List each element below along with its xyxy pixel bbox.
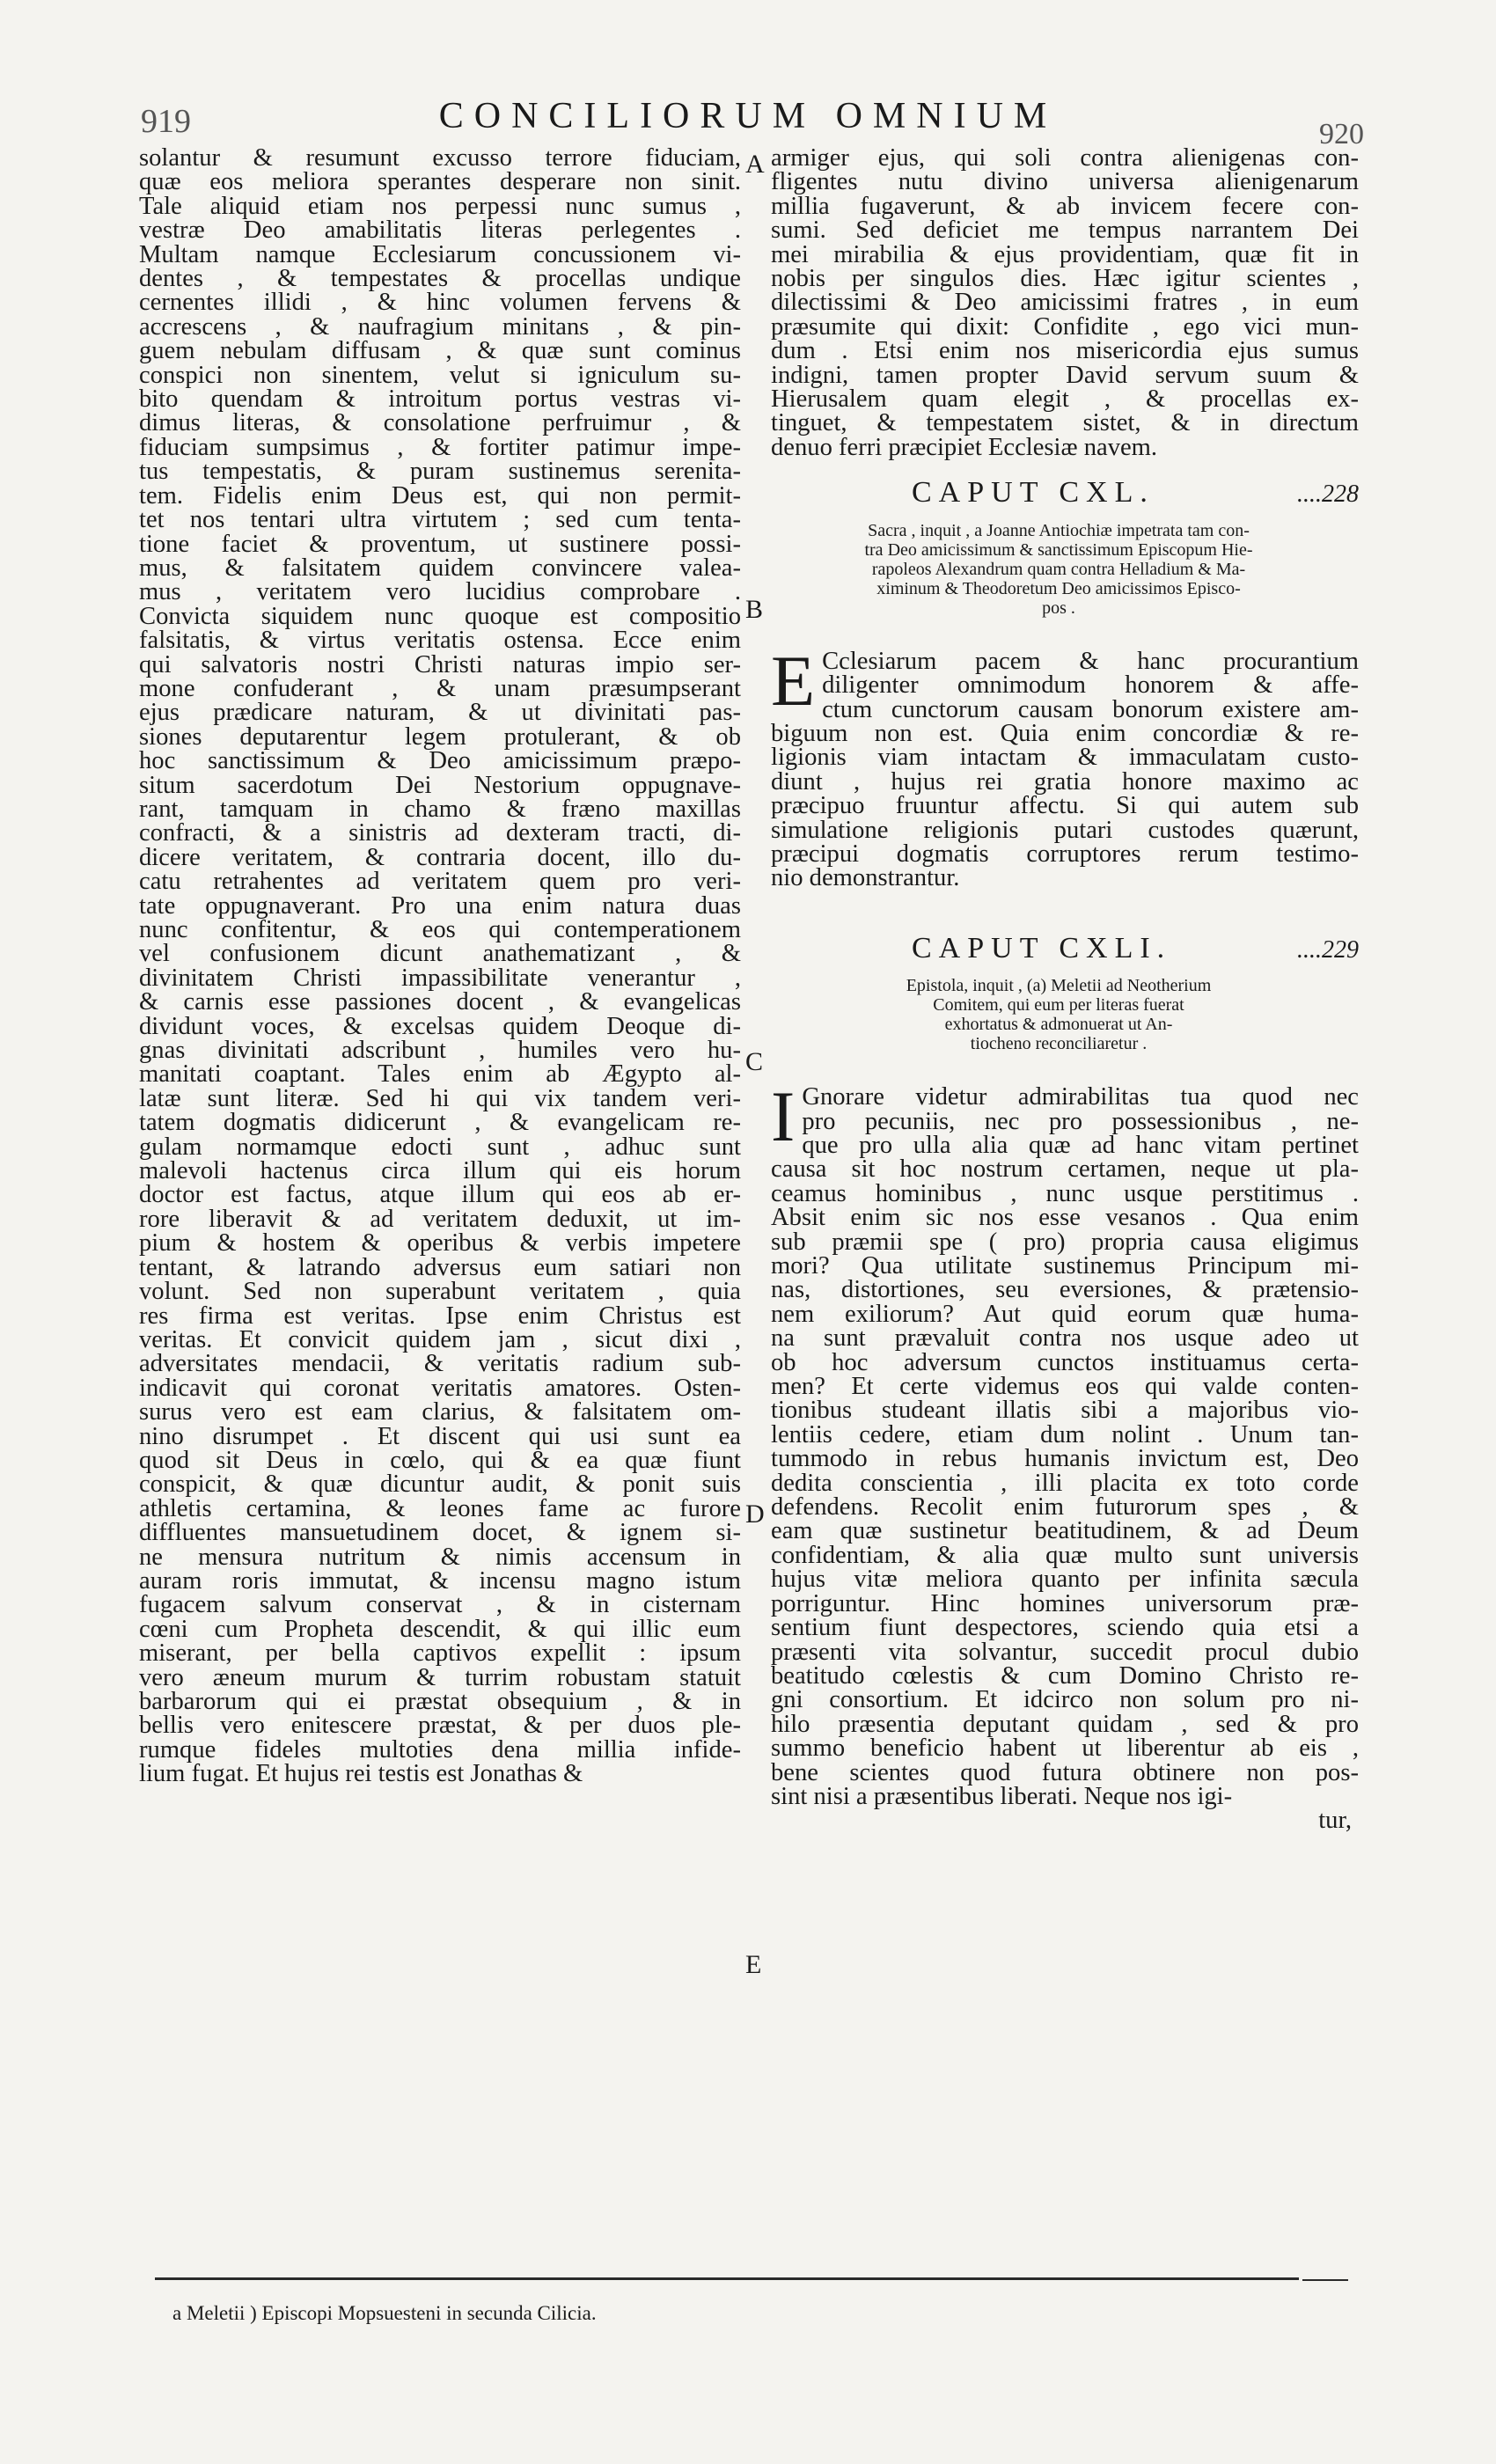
text-line: latæ sunt literæ. Sed hi qui vix tandem veri- bbox=[139, 1084, 741, 1112]
summary-line: ximinum & Theodoretum Deo amicissimos Episco- bbox=[876, 578, 1241, 598]
text-line: gni consortium. Et idcirco non solum pro ni- bbox=[771, 1686, 1359, 1714]
text-line: diunt , hujus rei gratia honore maximo ac bbox=[771, 767, 1359, 796]
summary-line: tiocheno reconciliaretur . bbox=[970, 1034, 1148, 1054]
text-line: siones deputarentur legem protulerant, & ob bbox=[139, 722, 741, 751]
text-line: nino disrumpet . Et discent qui usi sunt ea bbox=[139, 1422, 741, 1450]
text-line: dicere veritatem, & contraria docent, illo du- bbox=[139, 843, 741, 871]
text-line: solantur & resumunt excusso terrore fiduciam, bbox=[139, 144, 741, 172]
text-line: porriguntur. Hinc homines universorum præ- bbox=[771, 1589, 1359, 1617]
text-line: tentant, & latrando adversus eum satiari non bbox=[139, 1253, 741, 1281]
text-line: lium fugat. Et hujus rei testis est Jonathas & bbox=[139, 1760, 583, 1788]
text-line: adversitates mendacii, & veritatis radium sub- bbox=[139, 1350, 741, 1378]
text-line: dedita conscientia , illi placita ex toto corde bbox=[771, 1469, 1359, 1497]
text-line: vestræ Deo amabilitatis literas perlegentes . bbox=[139, 216, 741, 245]
text-line: tatem dogmatis didicerunt , & evangelicam re- bbox=[139, 1109, 741, 1137]
margin-marker-d: D bbox=[745, 1500, 765, 1529]
text-line: ligionis viam intactam & immaculatam custo- bbox=[771, 744, 1359, 772]
footnote-rule-extension bbox=[1302, 2279, 1348, 2281]
footnote: a Meletii ) Episcopi Mopsuesteni in secunda Cilicia. bbox=[172, 2302, 597, 2324]
text-line: pro pecuniis, nec pro possessionibus , ne- bbox=[802, 1107, 1359, 1135]
margin-marker-b: B bbox=[745, 595, 764, 624]
text-line: fugacem salvum conservat , & in cisternam bbox=[139, 1591, 741, 1619]
text-line: tus tempestatis, & puram sustinemus serenita- bbox=[139, 458, 741, 486]
text-line: rant, tamquam in chamo & fræno maxillas bbox=[139, 795, 741, 823]
text-line: fligentes nutu divino universa alienigenarum bbox=[771, 168, 1359, 196]
text-line: ceamus hominibus , nunc usque perstitimus . bbox=[771, 1179, 1359, 1207]
text-line: hilo præsentia deputant quidam , sed & pro bbox=[771, 1710, 1359, 1738]
text-line: qui salvatoris nostri Christi naturas impio ser- bbox=[139, 650, 741, 678]
text-line: Absit enim sic nos esse vesanos . Qua enim bbox=[771, 1204, 1359, 1232]
text-line: Gnorare videtur admirabilitas tua quod nec bbox=[802, 1083, 1359, 1111]
text-line: veritas. Et convicit quidem jam , sicut dixi , bbox=[139, 1325, 741, 1353]
text-line: athletis certamina, & leones fame ac furore bbox=[139, 1494, 741, 1522]
text-line: tem. Fidelis enim Deus est, qui non permit- bbox=[139, 481, 741, 510]
text-line: accrescens , & naufragium minitans , & pin- bbox=[139, 312, 741, 341]
margin-marker-e: E bbox=[745, 1950, 762, 1979]
text-line: Hierusalem quam elegit , & procellas ex- bbox=[771, 385, 1359, 414]
margin-marker-a: A bbox=[745, 150, 765, 179]
text-line: nobis per singulos dies. Hæc igitur scientes , bbox=[771, 265, 1359, 293]
text-line: gulam normamque edocti sunt , adhuc sunt bbox=[139, 1133, 741, 1161]
running-header bbox=[132, 95, 1364, 148]
text-line: men? Et certe videmus eos qui valde conten- bbox=[771, 1373, 1359, 1401]
chapter-summary-141 bbox=[771, 976, 1346, 1053]
text-line: miserant, per bella captivos expellit : ipsum bbox=[139, 1639, 741, 1668]
chapter-text-141 bbox=[771, 1076, 1359, 1810]
page-number-left: 919 bbox=[141, 103, 191, 140]
text-line: falsitatis, & virtus veritatis ostensa. Ecce enim bbox=[139, 627, 741, 655]
text-line: defendens. Recolit enim futurorum spes , & bbox=[771, 1493, 1359, 1522]
footnote-rule bbox=[155, 2277, 1299, 2280]
text-line: Convicta siquidem nunc quoque est compositio bbox=[139, 602, 741, 630]
text-line: simulatione religionis putari custodes quærunt, bbox=[771, 816, 1359, 844]
drop-cap-141: I bbox=[771, 1076, 796, 1157]
text-line: præsenti vita solvantur, succedit procul dubio bbox=[771, 1638, 1359, 1666]
chapter-title-140: CAPUT CXL. bbox=[912, 476, 1155, 510]
text-line: res firma est veritas. Ipse enim Christus est bbox=[139, 1302, 741, 1330]
margin-marker-c: C bbox=[745, 1047, 764, 1076]
text-line: bito quendam & introitum portus vestras vi- bbox=[139, 385, 741, 414]
text-line: doctor est factus, atque illum qui eos ab er- bbox=[139, 1181, 741, 1209]
text-line: mus, & falsitatem quidem convincere valea- bbox=[139, 554, 741, 582]
text-line: nunc confitentur, & eos qui contemperationem bbox=[139, 916, 741, 943]
text-line: cernentes illidi , & hinc volumen fervens & bbox=[139, 289, 741, 317]
text-line: denuo ferri præcipiet Ecclesiæ navem. bbox=[771, 433, 1158, 461]
catchword: tur, bbox=[1318, 1807, 1352, 1835]
text-line: summo beneficio habent ut liberentur ab eis , bbox=[771, 1734, 1359, 1763]
text-line: bene scientes quod futura obtinere non pos- bbox=[771, 1758, 1359, 1786]
text-line: fiduciam sumpsimus , & fortiter patimur impe- bbox=[139, 433, 741, 461]
text-line: mei mirabilia & ejus providentiam, quæ fit in bbox=[771, 240, 1359, 268]
text-line: tet nos tentari ultra virtutem ; sed cum tenta- bbox=[139, 506, 741, 534]
text-line: tione faciet & proventum, ut sustinere possi- bbox=[139, 530, 741, 558]
text-line: volunt. Sed non superabunt veritatem , quia bbox=[139, 1278, 741, 1306]
text-line: conspicit, & quæ dicuntur audit, & ponit suis bbox=[139, 1470, 741, 1499]
chapter-heading-140 bbox=[771, 476, 1359, 510]
chapter-heading-141 bbox=[771, 931, 1359, 964]
text-line: dilectissimi & Deo amicissimi fratres , in eum bbox=[771, 289, 1359, 317]
text-line: bellis vero enitescere præstat, & per duos ple- bbox=[139, 1712, 741, 1740]
text-line: sub præmii spe ( pro) propria causa eligimus bbox=[771, 1228, 1359, 1256]
text-line: confidentiam, & alia quæ multo sunt universis bbox=[771, 1541, 1359, 1569]
text-line: diligenter omnimodum honorem & affe- bbox=[822, 671, 1359, 700]
text-line: dimus literas, & consolatione perfruimur , & bbox=[139, 409, 741, 437]
text-line: dentes , & tempestates & procellas undique bbox=[139, 265, 741, 293]
text-line: tate oppugnaverant. Pro una enim natura duas bbox=[139, 891, 741, 920]
text-line: mori? Qua utilitate sustinemus Principum mi- bbox=[771, 1252, 1359, 1280]
text-line: diffluentes mansuetudinem docet, & ignem si- bbox=[139, 1519, 741, 1547]
left-column bbox=[139, 146, 741, 1786]
text-line: nas, distortiones, seu eversiones, & prætensio- bbox=[771, 1276, 1359, 1304]
text-line: Multam namque Ecclesiarum concussionem vi- bbox=[139, 240, 741, 268]
text-line: nio demonstrantur. bbox=[771, 864, 960, 892]
text-line: catu retrahentes ad veritatem quem pro veri- bbox=[139, 868, 741, 896]
text-line: vel confusionem dicunt anathematizant , & bbox=[139, 940, 741, 968]
text-line: guem nebulam diffusam , & quæ sunt cominus bbox=[139, 337, 741, 365]
text-line: divinitatem Christi impassibilitate venerantur , bbox=[139, 964, 741, 992]
text-line: & carnis esse passiones docent , & evangelicas bbox=[139, 988, 741, 1016]
text-line: dividunt voces, & excelsas quidem Deoque di- bbox=[139, 1012, 741, 1040]
text-line: armiger ejus, qui soli contra alienigenas con- bbox=[771, 144, 1359, 172]
text-line: præsumite qui dixit: Confidite , ego vici mun- bbox=[771, 312, 1359, 341]
text-line: ob hoc adversum cunctos instituamus certa- bbox=[771, 1348, 1359, 1376]
text-line: indicavit qui coronat veritatis amatores. Osten- bbox=[139, 1374, 741, 1402]
text-line: vero æneum murum & turrim robustam statuit bbox=[139, 1663, 741, 1691]
text-line: beatitudo cœlestis & cum Domino Christo re- bbox=[771, 1661, 1359, 1690]
text-line: situm sacerdotum Dei Nestorium oppugnave- bbox=[139, 771, 741, 799]
page-number-right: 920 bbox=[1319, 118, 1364, 150]
text-line: præcipui dogmatis corruptores rerum testimo- bbox=[771, 840, 1359, 868]
text-line: manitati coaptant. Tales enim ab Ægypto al- bbox=[139, 1060, 741, 1089]
chapter-ref-141: ....229 bbox=[1297, 935, 1359, 964]
text-line: auram roris immutat, & incensu magno istum bbox=[139, 1566, 741, 1595]
text-line: præcipuo fruuntur affectu. Si qui autem sub bbox=[771, 792, 1359, 820]
text-line: millia fugaverunt, & ab invicem fecere con- bbox=[771, 192, 1359, 220]
text-line: lentiis cedere, etiam dum nolint . Unum tan- bbox=[771, 1420, 1359, 1448]
text-line: que pro ulla alia quæ ad hanc vitam pertinet bbox=[802, 1131, 1359, 1159]
text-line: rumque fideles multoties dena millia infide- bbox=[139, 1735, 741, 1764]
text-line: pium & hostem & operibus & verbis impetere bbox=[139, 1229, 741, 1258]
summary-line: exhortatus & admonuerat ut An- bbox=[944, 1015, 1173, 1035]
text-line: Cclesiarum pacem & hanc procurantium bbox=[822, 647, 1359, 675]
right-column-intro bbox=[771, 146, 1359, 459]
chapter-text-140 bbox=[771, 640, 1359, 892]
text-line: hujus vitæ meliora quanto per infinita sæcula bbox=[771, 1566, 1359, 1594]
summary-line: tra Deo amicissimum & sanctissimum Episcopum Hie- bbox=[864, 539, 1253, 560]
text-line: rore liberavit & ad veritatem deduxit, ut im- bbox=[139, 1205, 741, 1233]
text-line: mone confuderant , & unam præsumpserant bbox=[139, 674, 741, 702]
text-line: indigni, tamen propter David servum suum & bbox=[771, 361, 1359, 389]
text-line: tionibus studeant illatis sibi a majoribus vio- bbox=[771, 1397, 1359, 1425]
text-line: gnas divinitati adscribunt , humiles vero hu- bbox=[139, 1037, 741, 1065]
text-line: hoc sanctissimum & Deo amicissimum præpo- bbox=[139, 747, 741, 775]
text-line: biguum non est. Quia enim concordiæ & re- bbox=[771, 719, 1359, 747]
text-line: ejus prædicare naturam, & ut divinitati pas- bbox=[139, 699, 741, 727]
text-line: mus , veritatem vero lucidius comprobare . bbox=[139, 578, 741, 606]
right-column bbox=[771, 146, 1359, 1833]
summary-line: Sacra , inquit , a Joanne Antiochiæ impetrata tam con- bbox=[868, 520, 1250, 540]
running-title: CONCILIORUM OMNIUM bbox=[438, 96, 1058, 136]
text-line: causa sit hoc nostrum certamen, neque ut pla- bbox=[771, 1155, 1359, 1184]
text-line: cœni cum Propheta descendit, & qui illic eum bbox=[139, 1615, 741, 1643]
summary-line: pos . bbox=[1042, 598, 1075, 618]
text-line: nem exiliorum? Aut quid eorum quæ huma- bbox=[771, 1300, 1359, 1328]
text-line: na sunt prævaluit contra nos usque adeo ut bbox=[771, 1324, 1359, 1353]
text-line: ctum cunctorum causam bonorum existere am- bbox=[822, 695, 1359, 723]
text-line: confracti, & a sinistris ad dexteram tracti, di- bbox=[139, 819, 741, 847]
chapter-ref-140: ....228 bbox=[1297, 480, 1359, 509]
chapter-title-141: CAPUT CXLI. bbox=[912, 931, 1172, 964]
text-line: Tale aliquid etiam nos perpessi nunc sumus , bbox=[139, 192, 741, 220]
drop-cap-140: E bbox=[771, 640, 816, 721]
text-line: sentium fiunt despectores, sciendo quia etsi a bbox=[771, 1614, 1359, 1642]
text-line: sint nisi a præsentibus liberati. Neque nos igi- bbox=[771, 1782, 1233, 1810]
chapter-summary-140 bbox=[771, 521, 1346, 618]
text-line: eam quæ sustinetur beatitudinem, & ad Deum bbox=[771, 1517, 1359, 1545]
text-line: conspici non sinentem, velut si igniculum su- bbox=[139, 361, 741, 389]
text-line: sumi. Sed deficiet me tempus narrantem Dei bbox=[771, 216, 1359, 245]
text-line: barbarorum qui ei præstat obsequium , & in bbox=[139, 1688, 741, 1715]
text-line: ne mensura nutritum & nimis accensum in bbox=[139, 1543, 741, 1571]
summary-line: Comitem, qui eum per literas fuerat bbox=[933, 995, 1184, 1016]
text-line: malevoli hactenus circa illum qui eis horum bbox=[139, 1157, 741, 1185]
text-line: quæ eos meliora sperantes desperare non sinit. bbox=[139, 168, 741, 196]
text-line: surus vero est eam clarius, & falsitatem om- bbox=[139, 1398, 741, 1426]
summary-line: Epistola, inquit , (a) Meletii ad Neotherium bbox=[906, 976, 1212, 996]
text-line: tummodo in rebus humanis invictum est, Deo bbox=[771, 1445, 1359, 1473]
text-line: dum . Etsi enim nos misericordia ejus sumus bbox=[771, 337, 1359, 365]
summary-line: rapoleos Alexandrum quam contra Helladium & Ma- bbox=[871, 559, 1246, 579]
text-line: tinguet, & tempestatem sistet, & in directum bbox=[771, 409, 1359, 437]
text-line: quod sit Deus in cœlo, qui & ea quæ fiunt bbox=[139, 1446, 741, 1474]
